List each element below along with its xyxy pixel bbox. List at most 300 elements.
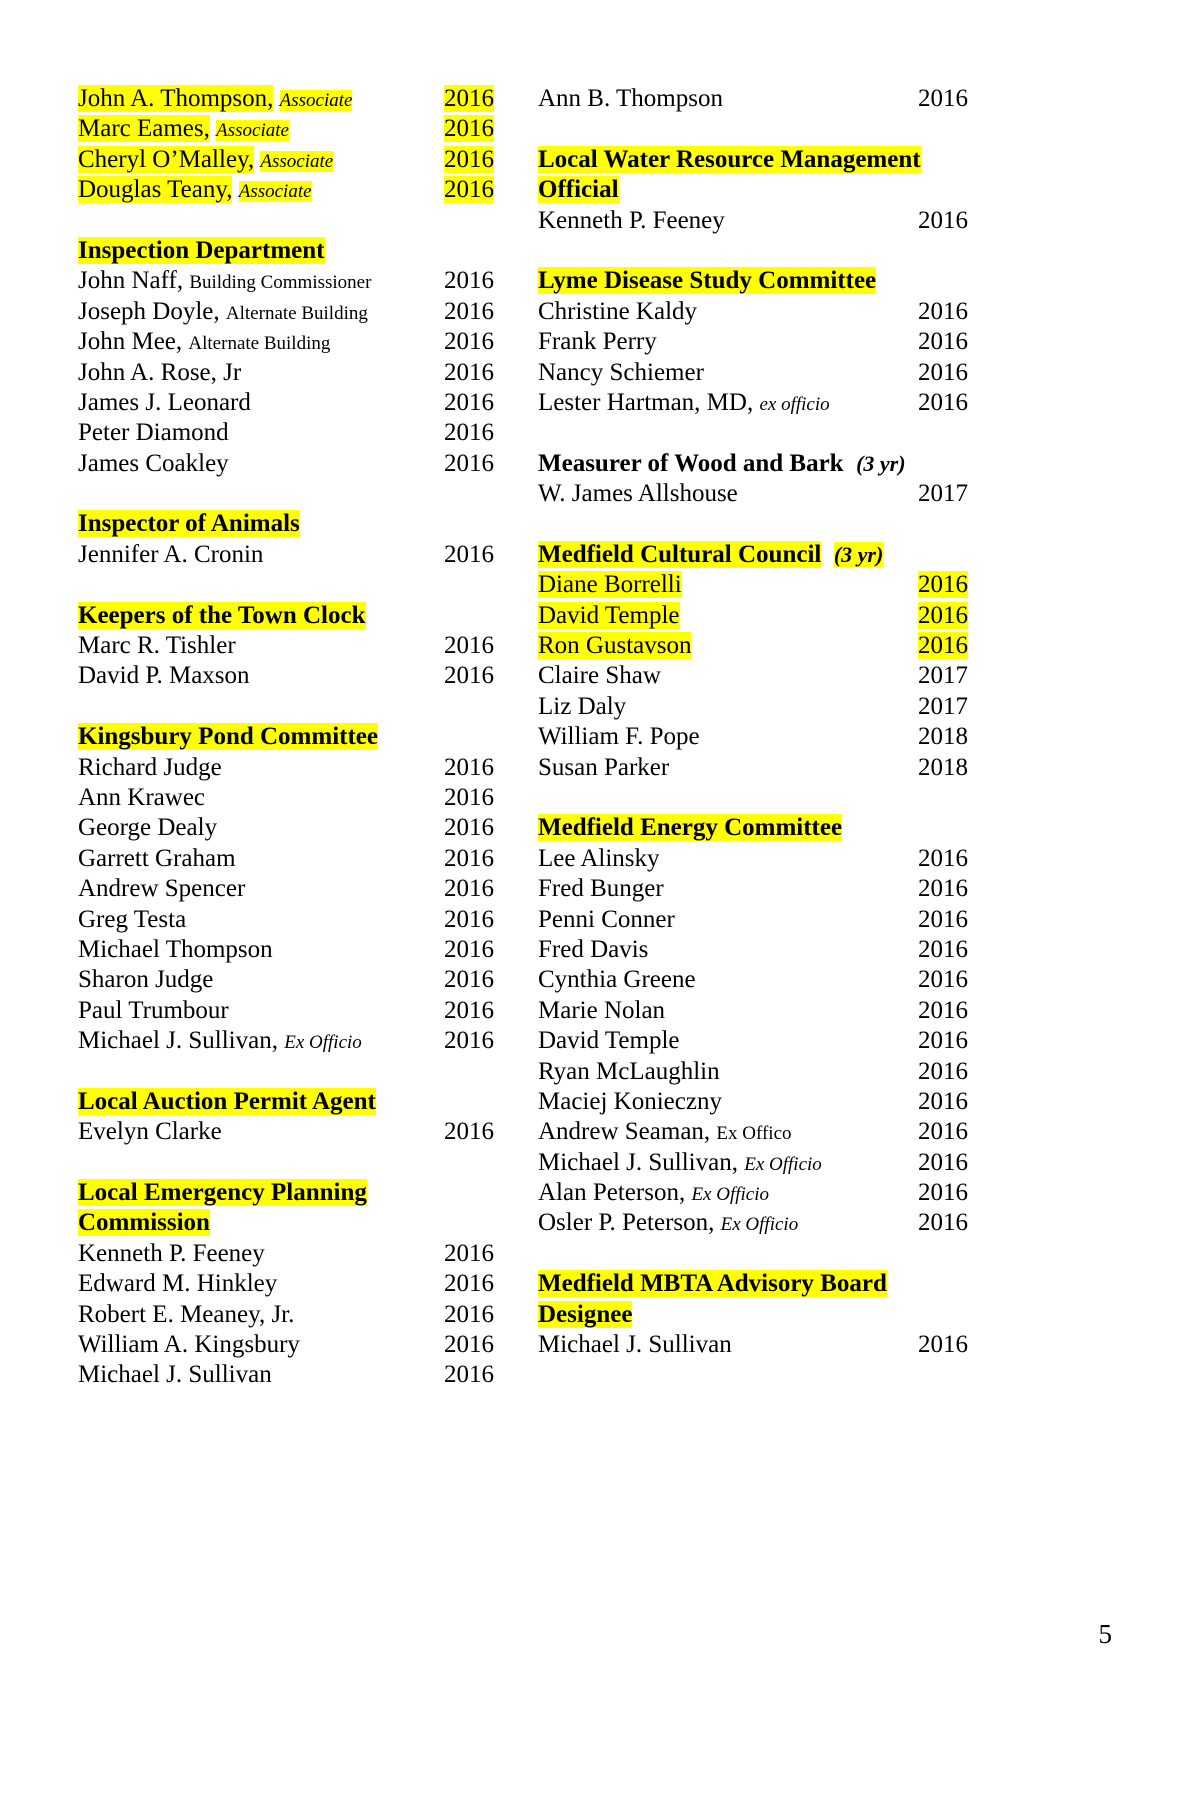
term-year-text: 2016 — [444, 996, 494, 1024]
spacer-row — [538, 1239, 968, 1269]
person-role: Associate — [279, 90, 353, 111]
section-heading-text: Commission — [78, 1209, 210, 1237]
person-name — [78, 813, 217, 843]
person-name-text: Michael J. Sullivan, — [538, 1148, 738, 1176]
roster-row — [538, 388, 968, 418]
term-year — [910, 388, 968, 418]
term-year-text: 2016 — [444, 449, 494, 477]
term-year-text: 2016 — [444, 358, 494, 386]
person-role: Ex Officio — [284, 1032, 362, 1054]
roster-row — [538, 996, 968, 1026]
person-name — [78, 996, 229, 1026]
term-year — [910, 935, 968, 965]
roster-row — [78, 813, 498, 843]
person-name — [78, 1239, 265, 1269]
person-name — [78, 1360, 272, 1390]
section-heading — [78, 509, 300, 539]
section-heading — [538, 540, 883, 570]
person-name — [78, 753, 222, 783]
person-name-text: James J. Leonard — [78, 388, 251, 416]
person-name — [78, 388, 251, 418]
person-name-text: Richard Judge — [78, 753, 222, 781]
term-year — [436, 114, 494, 144]
person-name-text: Fred Davis — [538, 935, 649, 963]
term-year — [436, 1026, 494, 1056]
section-heading-row — [78, 601, 498, 631]
person-name — [538, 1057, 720, 1087]
roster-row — [78, 1360, 498, 1390]
person-name-text: Sharon Judge — [78, 966, 214, 994]
person-name — [78, 1269, 277, 1299]
person-name-text: Cynthia Greene — [538, 966, 696, 994]
term-year — [910, 965, 968, 995]
roster-row — [78, 84, 498, 114]
term-year — [910, 631, 968, 661]
person-role: Building Commissioner — [189, 272, 372, 294]
section-heading-text: Measurer of Wood and Bark — [538, 449, 844, 477]
roster-row — [538, 874, 968, 904]
term-year-text: 2018 — [918, 723, 968, 751]
person-name — [78, 935, 273, 965]
person-name-text: Lee Alinsky — [538, 844, 660, 872]
roster-row — [538, 601, 968, 631]
section-heading-text: Medfield Cultural Council — [538, 540, 822, 568]
roster-row — [78, 996, 498, 1026]
person-name — [538, 722, 700, 752]
roster-row — [78, 783, 498, 813]
person-name-text: John A. Rose, Jr — [78, 358, 242, 386]
section-heading-row — [538, 813, 968, 843]
term-year — [436, 449, 494, 479]
person-name-text: Andrew Seaman, — [538, 1118, 711, 1146]
section-heading — [78, 1208, 210, 1238]
section-heading-text: Lyme Disease Study Committee — [538, 267, 877, 295]
person-name — [78, 905, 186, 935]
person-name — [538, 965, 696, 995]
section-heading — [78, 1178, 367, 1208]
term-year-text: 2016 — [918, 1118, 968, 1146]
roster-row — [78, 1300, 498, 1330]
person-name-text: Fred Bunger — [538, 875, 664, 903]
person-name — [78, 358, 241, 388]
person-name-text: David Temple — [538, 1027, 680, 1055]
term-year-text: 2016 — [918, 996, 968, 1024]
section-heading-row — [538, 540, 968, 570]
term-year — [910, 996, 968, 1026]
term-year — [910, 722, 968, 752]
term-year — [436, 418, 494, 448]
person-name-text: Christine Kaldy — [538, 297, 698, 325]
roster-row — [78, 449, 498, 479]
person-name-text: Kenneth P. Feeney — [78, 1239, 265, 1267]
person-name-text: Cheryl O’Malley, — [78, 145, 255, 173]
term-year-text: 2016 — [444, 540, 494, 568]
person-name — [538, 327, 657, 357]
term-year — [436, 783, 494, 813]
person-name — [78, 297, 368, 329]
term-year — [436, 1300, 494, 1330]
person-name — [538, 935, 648, 965]
person-name-text: John A. Thompson, — [78, 85, 274, 112]
roster-row — [78, 1330, 498, 1360]
term-year-text: 2016 — [918, 875, 968, 903]
person-name-text: Michael J. Sullivan — [538, 1331, 732, 1359]
term-year-text: 2016 — [918, 935, 968, 963]
term-year-text: 2016 — [444, 267, 494, 295]
section-heading-text: Inspection Department — [78, 236, 325, 264]
roster-row — [78, 753, 498, 783]
person-name — [538, 388, 830, 420]
term-year-text: 2016 — [444, 844, 494, 872]
term-length: (3 yr) — [856, 450, 906, 476]
person-name-text: Ann Krawec — [78, 783, 206, 811]
person-role: Alternate Building — [225, 302, 368, 324]
term-year-text: 2016 — [444, 85, 494, 112]
person-name-text: Osler P. Peterson, — [538, 1209, 715, 1237]
term-year-text: 2016 — [918, 571, 968, 599]
roster-row — [78, 114, 498, 144]
person-name — [538, 905, 675, 935]
term-year-text: 2016 — [444, 875, 494, 903]
term-year — [910, 601, 968, 631]
left-column — [78, 84, 498, 1391]
term-year — [910, 1117, 968, 1147]
term-year — [436, 1239, 494, 1269]
person-name — [538, 1178, 769, 1210]
section-heading-text: Medfield MBTA Advisory Board — [538, 1270, 887, 1298]
term-year-text: 2016 — [444, 662, 494, 690]
spacer-row — [538, 236, 968, 266]
term-year — [436, 266, 494, 296]
person-name-text: Marc R. Tishler — [78, 632, 236, 660]
term-year-text: 2016 — [918, 1057, 968, 1085]
person-name — [538, 358, 704, 388]
roster-row — [538, 570, 968, 600]
person-name-text: James Coakley — [78, 449, 229, 477]
term-year — [910, 844, 968, 874]
term-year-text: 2016 — [444, 1027, 494, 1055]
section-heading-row — [78, 1178, 498, 1208]
person-name — [538, 84, 723, 114]
person-name — [78, 874, 245, 904]
person-name — [538, 1117, 792, 1149]
person-name — [538, 479, 738, 509]
person-name-text: Robert E. Meaney, Jr. — [78, 1300, 295, 1328]
term-year-text: 2016 — [918, 844, 968, 872]
person-role: ex officio — [759, 393, 830, 415]
section-heading-row — [538, 145, 968, 175]
person-name — [78, 1026, 362, 1058]
term-year — [436, 753, 494, 783]
roster-row — [538, 661, 968, 691]
term-year — [910, 1087, 968, 1117]
term-year-text: 2016 — [444, 814, 494, 842]
term-year — [436, 631, 494, 661]
person-name-text: Garrett Graham — [78, 844, 236, 872]
spacer-row — [78, 206, 498, 236]
section-heading — [78, 1087, 376, 1117]
roster-row — [538, 844, 968, 874]
section-heading-row — [538, 175, 968, 205]
term-year-text: 2016 — [444, 966, 494, 994]
term-year-text: 2016 — [444, 145, 494, 173]
section-heading-row — [78, 1208, 498, 1238]
term-year-text: 2016 — [444, 1239, 494, 1267]
person-name — [78, 783, 205, 813]
roster-row — [538, 631, 968, 661]
roster-row — [78, 905, 498, 935]
person-name — [538, 1026, 680, 1056]
roster-row — [538, 935, 968, 965]
roster-row — [538, 722, 968, 752]
term-year — [436, 1269, 494, 1299]
person-name — [78, 145, 333, 177]
section-heading — [78, 722, 378, 752]
person-name-text: Michael Thompson — [78, 935, 273, 963]
roster-row — [538, 1178, 968, 1208]
term-year — [910, 905, 968, 935]
person-name — [538, 570, 682, 600]
section-heading — [78, 601, 366, 631]
term-year — [910, 1208, 968, 1238]
person-name — [538, 206, 725, 236]
term-year — [910, 297, 968, 327]
term-year — [910, 661, 968, 691]
person-name-text: Evelyn Clarke — [78, 1118, 222, 1146]
term-year — [436, 1360, 494, 1390]
person-name-text: Maciej Konieczny — [538, 1087, 722, 1115]
person-role: Alternate Building — [188, 333, 331, 355]
term-year — [910, 1148, 968, 1178]
person-name-text: William A. Kingsbury — [78, 1331, 300, 1359]
roster-row — [538, 692, 968, 722]
roster-row — [78, 661, 498, 691]
term-year-text: 2016 — [444, 328, 494, 356]
person-name — [538, 1148, 822, 1180]
term-year-text: 2016 — [444, 753, 494, 781]
term-year — [910, 570, 968, 600]
roster-row — [78, 631, 498, 661]
person-role: Ex Officio — [720, 1214, 799, 1236]
section-heading — [78, 236, 325, 266]
roster-row — [538, 1208, 968, 1238]
person-name — [78, 327, 330, 359]
term-year-text: 2016 — [918, 328, 968, 356]
term-year — [436, 874, 494, 904]
person-role: Associate — [260, 150, 334, 172]
term-year-text: 2016 — [444, 1331, 494, 1359]
term-year-text: 2016 — [918, 966, 968, 994]
person-name — [78, 418, 229, 448]
person-name-text: Susan Parker — [538, 753, 670, 781]
section-heading-text: Kingsbury Pond Committee — [78, 723, 378, 751]
spacer-row — [538, 783, 968, 813]
person-name-text: Douglas Teany, — [78, 176, 233, 204]
person-name-text: David Temple — [538, 601, 680, 629]
roster-row — [78, 418, 498, 448]
term-year — [910, 692, 968, 722]
term-year — [436, 813, 494, 843]
person-name — [538, 753, 669, 783]
person-name — [78, 1330, 300, 1360]
spacer-row — [78, 692, 498, 722]
spacer-row — [78, 570, 498, 600]
spacer-row — [78, 1057, 498, 1087]
term-year — [436, 935, 494, 965]
spacer-row — [538, 114, 968, 144]
roster-row — [538, 753, 968, 783]
roster-row — [78, 175, 498, 205]
person-name — [78, 449, 229, 479]
term-year-text: 2017 — [918, 692, 968, 720]
person-name — [78, 175, 312, 207]
person-role: Associate — [216, 120, 289, 142]
person-name — [538, 631, 691, 661]
term-year-text: 2016 — [444, 1361, 494, 1389]
roster-row — [538, 1087, 968, 1117]
term-year — [910, 1026, 968, 1056]
person-name-text: Ron Gustavson — [538, 632, 692, 660]
person-name — [538, 601, 680, 631]
term-year — [436, 327, 494, 357]
term-year — [910, 1057, 968, 1087]
roster-row — [78, 266, 498, 296]
section-heading-text: Medfield Energy Committee — [538, 814, 843, 842]
roster-row — [538, 965, 968, 995]
person-name — [78, 631, 236, 661]
term-year — [910, 1178, 968, 1208]
roster-row — [538, 1117, 968, 1147]
roster-row — [78, 327, 498, 357]
person-name — [538, 297, 697, 327]
roster-row — [538, 327, 968, 357]
term-year — [910, 479, 968, 509]
section-heading-text: Local Auction Permit Agent — [78, 1087, 376, 1115]
term-year — [436, 175, 494, 205]
roster-row — [538, 358, 968, 388]
person-name-text: Ryan McLaughlin — [538, 1057, 720, 1085]
term-year — [436, 661, 494, 691]
term-year-text: 2016 — [918, 1331, 968, 1359]
roster-row — [78, 358, 498, 388]
section-heading — [538, 449, 906, 479]
term-year-text: 2016 — [918, 1148, 968, 1176]
person-name — [78, 114, 289, 146]
section-heading — [538, 1300, 632, 1330]
roster-row — [78, 1117, 498, 1147]
term-year-text: 2016 — [444, 905, 494, 933]
person-name-text: Lester Hartman, MD, — [538, 388, 754, 416]
roster-row — [78, 844, 498, 874]
person-name-text: Peter Diamond — [78, 419, 229, 447]
term-year — [910, 753, 968, 783]
person-name-text: W. James Allshouse — [538, 480, 738, 508]
section-heading-text: Local Emergency Planning — [78, 1179, 367, 1207]
term-year-text: 2018 — [918, 753, 968, 781]
section-heading-row — [78, 1087, 498, 1117]
section-heading — [538, 1269, 887, 1299]
term-year-text: 2016 — [444, 388, 494, 416]
section-heading — [538, 266, 876, 296]
term-year — [436, 540, 494, 570]
term-length: (3 yr) — [833, 541, 884, 567]
term-year-text: 2016 — [444, 935, 494, 963]
roster-row — [538, 1026, 968, 1056]
roster-row — [538, 1330, 968, 1360]
person-name-text: Marie Nolan — [538, 996, 666, 1024]
term-year-text: 2016 — [918, 85, 968, 112]
roster-row — [78, 1239, 498, 1269]
term-year — [436, 844, 494, 874]
term-year-text: 2016 — [918, 388, 968, 416]
person-name-text: Marc Eames, — [78, 115, 210, 143]
roster-row — [538, 84, 968, 114]
term-year — [910, 358, 968, 388]
person-name-text: Joseph Doyle, — [78, 297, 220, 325]
roster-row — [538, 1057, 968, 1087]
right-column — [538, 84, 968, 1360]
roster-row — [78, 965, 498, 995]
person-name — [78, 661, 250, 691]
person-name-text: Paul Trumbour — [78, 996, 229, 1024]
roster-row — [78, 388, 498, 418]
term-year-text: 2016 — [444, 297, 494, 325]
person-name-text: John Mee, — [78, 328, 183, 356]
term-year — [436, 1117, 494, 1147]
term-year — [436, 905, 494, 935]
person-name — [78, 266, 371, 298]
term-year — [910, 84, 968, 114]
roster-row — [78, 540, 498, 570]
section-heading-text: Keepers of the Town Clock — [78, 601, 366, 629]
term-year — [436, 388, 494, 418]
roster-row — [78, 297, 498, 327]
section-heading — [538, 813, 842, 843]
term-year — [436, 965, 494, 995]
person-name-text: George Dealy — [78, 814, 218, 842]
roster-row — [538, 479, 968, 509]
person-name-text: Greg Testa — [78, 905, 187, 933]
term-year — [910, 206, 968, 236]
section-heading — [538, 145, 921, 175]
roster-row — [538, 206, 968, 236]
spacer-row — [78, 479, 498, 509]
person-name — [538, 844, 660, 874]
term-year — [436, 84, 494, 114]
person-name — [538, 874, 664, 904]
term-year — [910, 327, 968, 357]
section-heading-row — [78, 722, 498, 752]
person-name — [538, 661, 661, 691]
term-year — [436, 358, 494, 388]
person-name — [538, 692, 626, 722]
person-role: Associate — [238, 181, 312, 203]
person-name — [78, 540, 263, 570]
person-name-text: John Naff, — [78, 267, 184, 295]
person-name-text: Claire Shaw — [538, 662, 661, 690]
roster-row — [78, 874, 498, 904]
person-name — [78, 1117, 222, 1147]
roster-row — [78, 145, 498, 175]
person-name-text: Andrew Spencer — [78, 875, 246, 903]
person-name — [78, 84, 352, 116]
term-year-text: 2016 — [918, 1179, 968, 1207]
term-year — [436, 297, 494, 327]
person-name-text: Frank Perry — [538, 328, 657, 356]
term-year — [910, 874, 968, 904]
term-year — [436, 996, 494, 1026]
section-heading-row — [538, 449, 968, 479]
